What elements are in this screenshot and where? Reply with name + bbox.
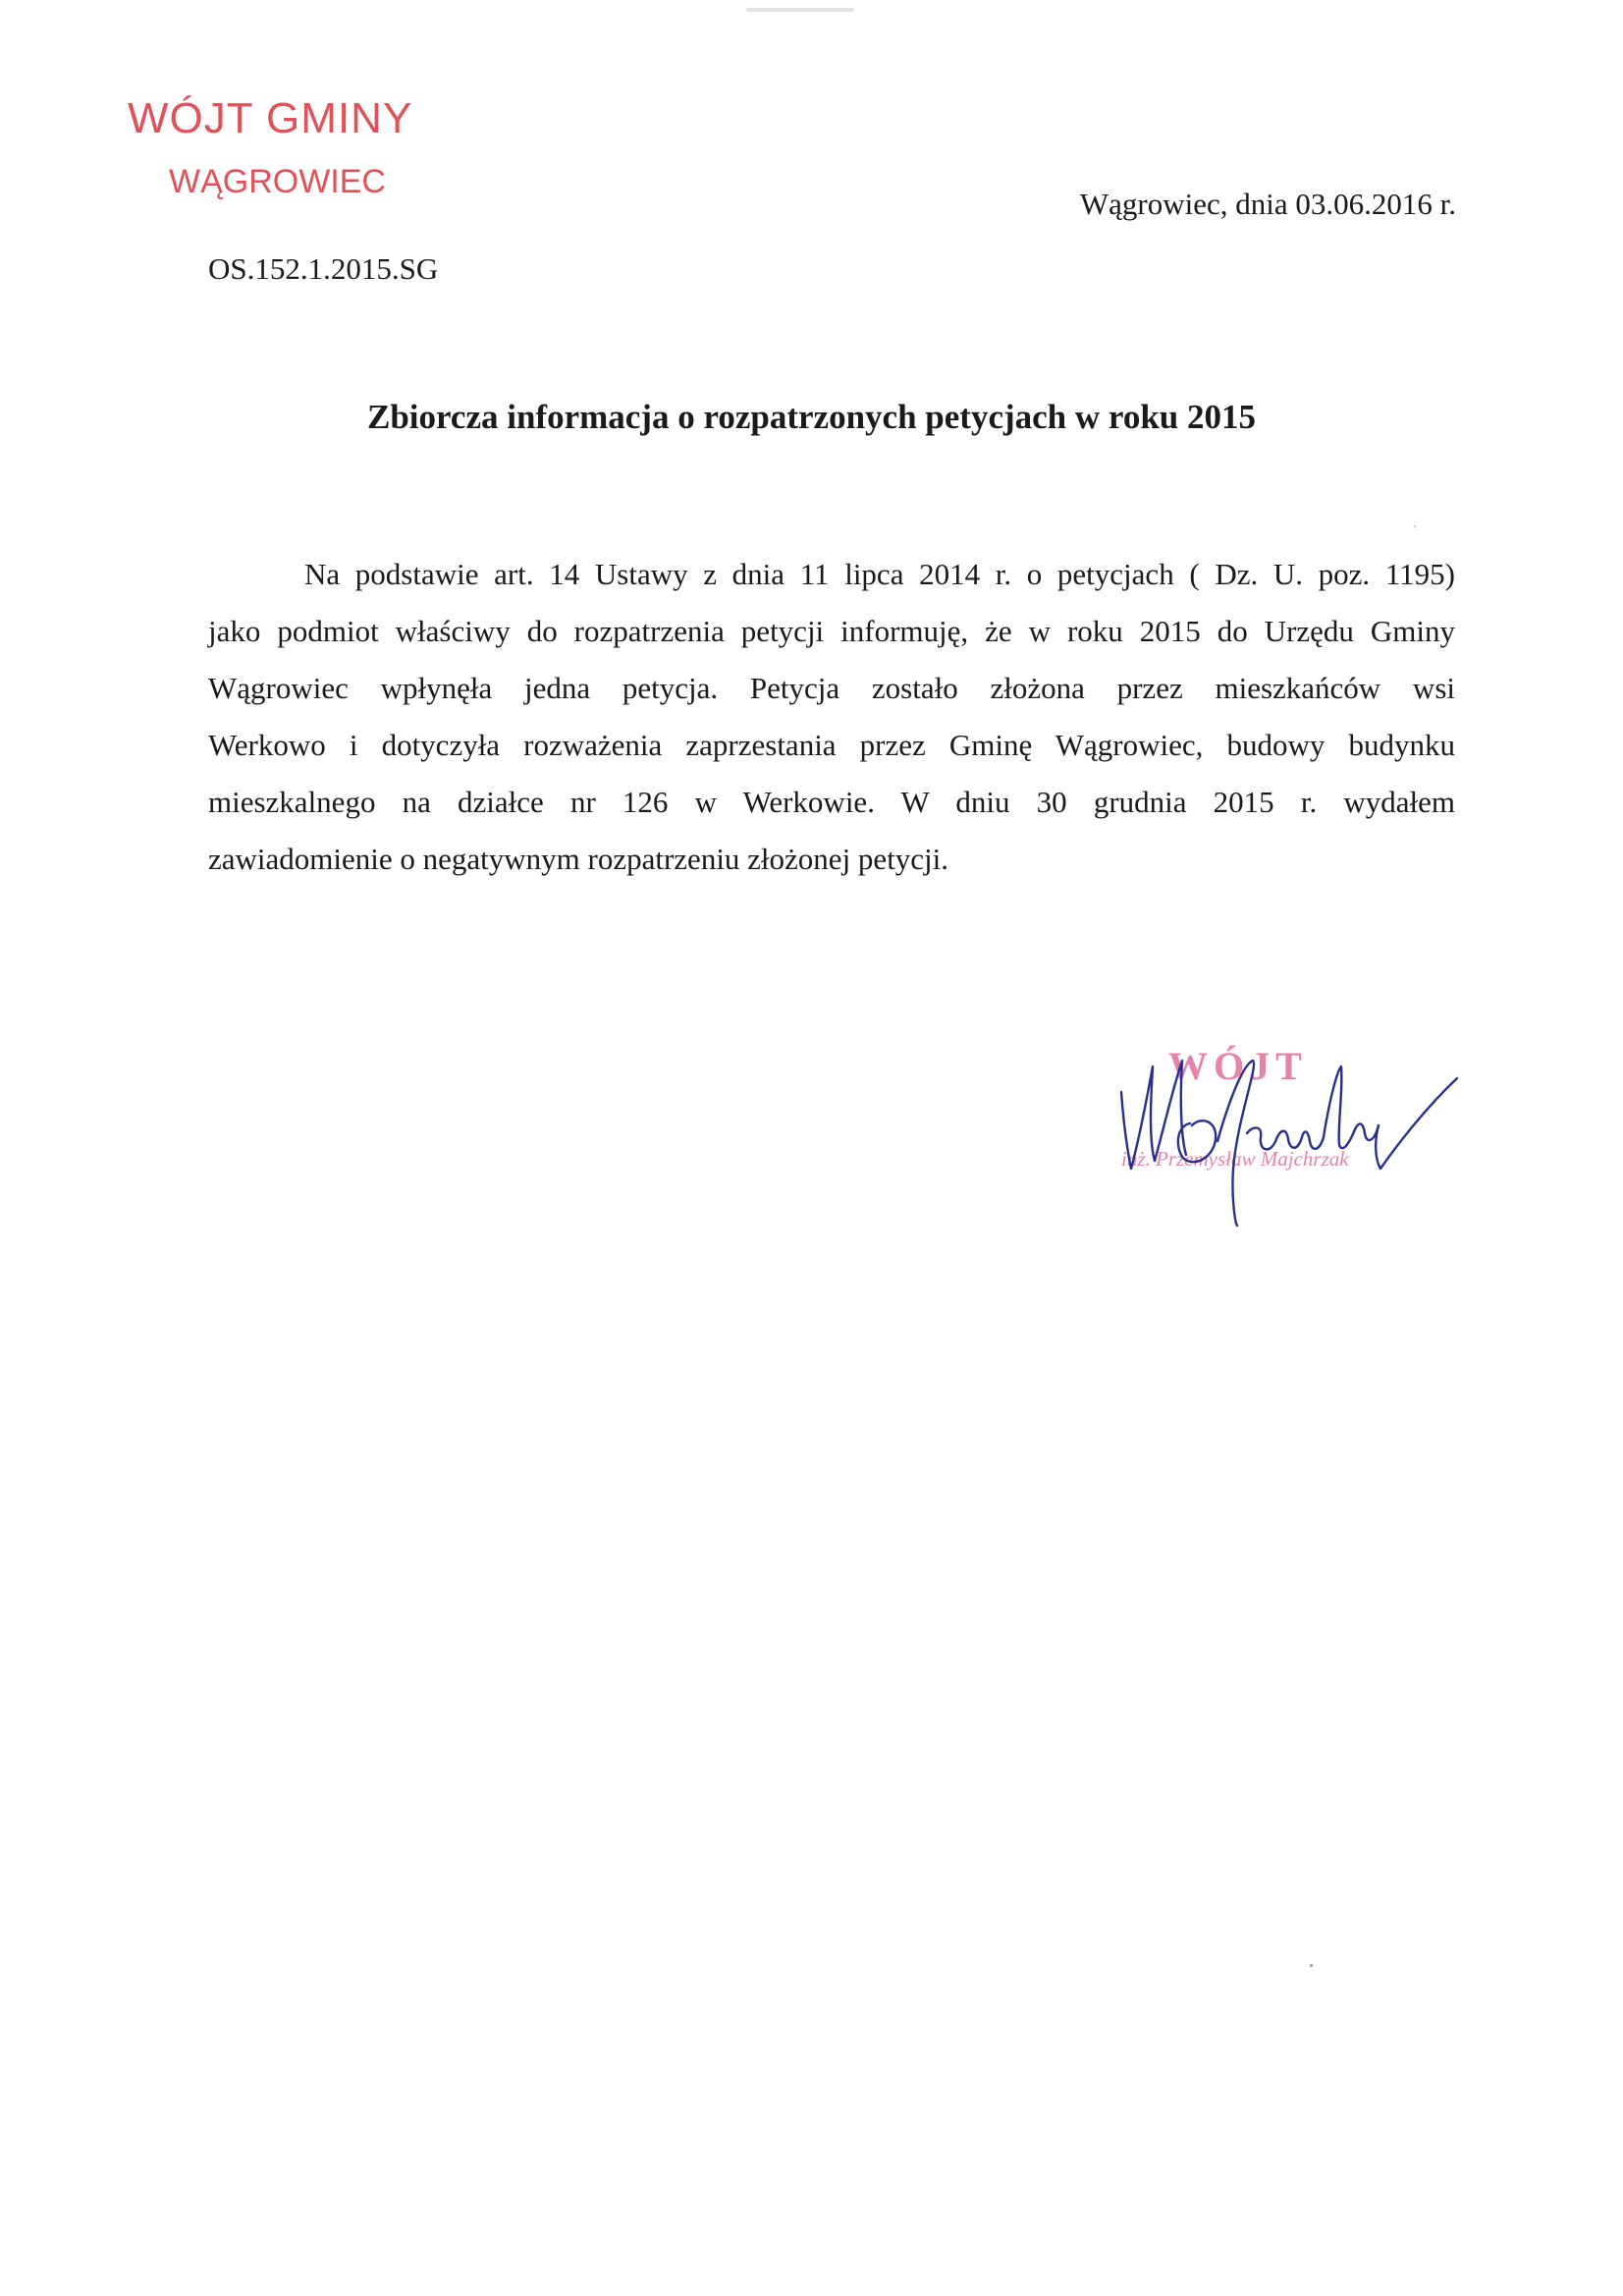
signature-block xyxy=(1080,1031,1492,1228)
body-line: zawiadomienie o negatywnym rozpatrzeniu złożonej petycji. xyxy=(208,842,949,876)
header-stamp-title: WÓJT GMINY xyxy=(128,94,413,142)
body-line: Na podstawie art. 14 Ustawy z dnia 11 lipca 2014 r. o petycjach ( Dz. U. poz. 1195) xyxy=(304,557,1455,591)
scan-artifact xyxy=(746,8,854,12)
body-line: jako podmiot właściwy do rozpatrzenia petycji informuję, że w roku 2015 do Urzędu Gminy xyxy=(208,614,1455,648)
place-and-date: Wągrowiec, dnia 03.06.2016 r. xyxy=(1079,187,1456,221)
scan-speck xyxy=(1414,525,1416,527)
document-title: Zbiorcza informacja o rozpatrzonych petycjach w roku 2015 xyxy=(366,398,1257,436)
signature-stamp-name: inż. Przemysław Majchrzak xyxy=(1121,1147,1349,1171)
reference-number: OS.152.1.2015.SG xyxy=(208,251,439,286)
body-paragraph xyxy=(208,546,1455,888)
handwritten-signature xyxy=(1080,1031,1492,1228)
body-line: Werkowo i dotyczyła rozważenia zaprzestania przez Gminę Wągrowiec, budowy budynku xyxy=(208,728,1455,762)
signature-stamp-title: WÓJT xyxy=(1168,1044,1308,1088)
body-line: Wągrowiec wpłynęła jedna petycja. Petycja zostało złożona przez mieszkańców wsi xyxy=(208,671,1455,705)
body-line: mieszkalnego na działce nr 126 w Werkowie. W dniu 30 grudnia 2015 r. wydałem xyxy=(208,785,1455,819)
header-stamp-municipality: WĄGROWIEC xyxy=(169,163,386,200)
scan-speck xyxy=(1310,1964,1313,1967)
